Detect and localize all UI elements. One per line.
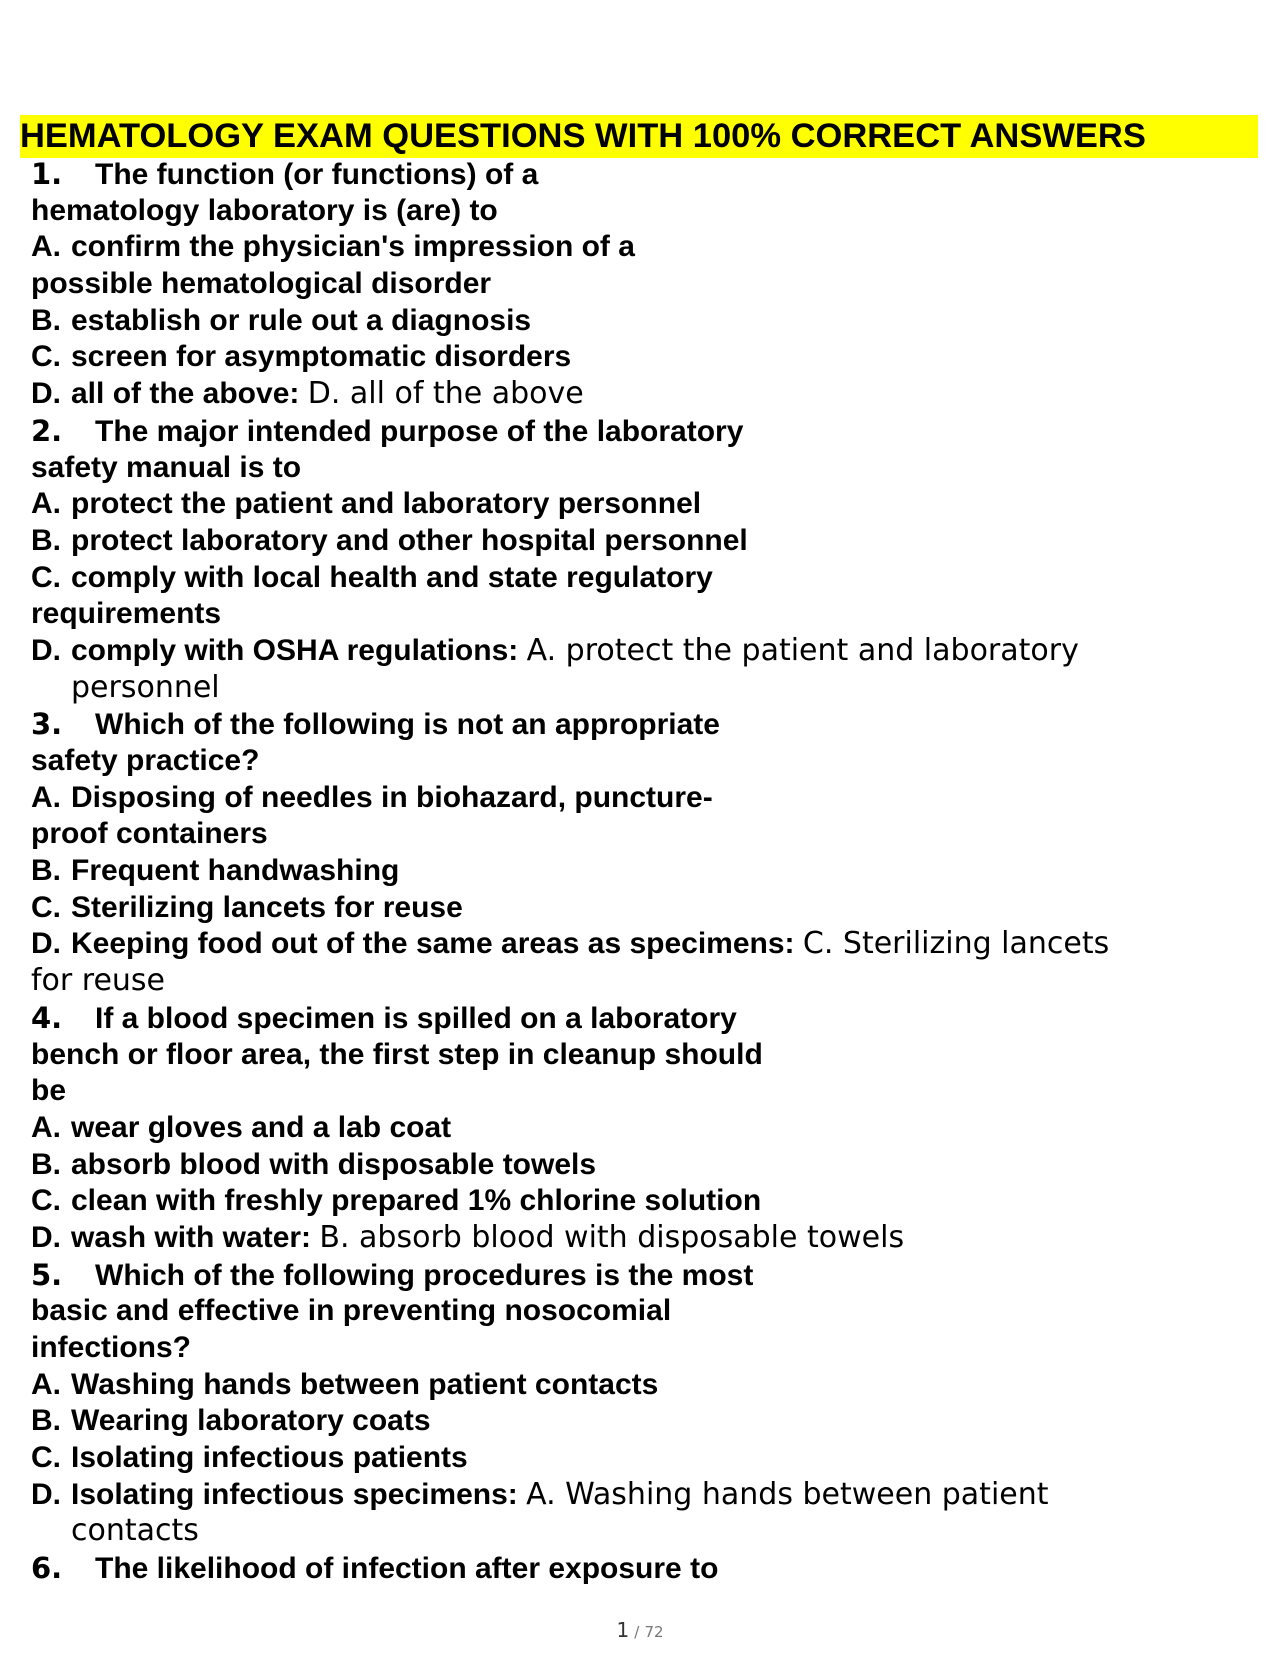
answer-option: A. Disposing of needles in biohazard, puncture-	[31, 780, 1251, 817]
question-list	[31, 156, 1251, 1587]
question-stem: hematology laboratory is (are) to	[31, 193, 498, 227]
answer-option: C. comply with local health and state regulatory	[31, 560, 1251, 597]
answer-option-wrap: possible hematological disorder	[31, 267, 492, 301]
page-separator: /	[634, 1623, 640, 1641]
answer-option: B. establish or rule out a diagnosis	[31, 303, 1251, 340]
question-stem: 3. Which of the following is not an appropriate	[31, 707, 720, 742]
question-stem: 1. The function (or functions) of a	[31, 157, 539, 191]
option-letter: D.	[31, 927, 61, 961]
question-stem: safety practice?	[31, 744, 260, 777]
option-letter: A.	[31, 1110, 61, 1144]
question-number: 5.	[31, 1257, 63, 1292]
answer-option: B. absorb blood with disposable towels	[31, 1147, 1251, 1184]
correct-answer-wrap: for reuse	[31, 963, 166, 999]
option-letter: B.	[31, 303, 61, 337]
answer-option: D. wash with water: B. absorb blood with disposable towels	[31, 1219, 905, 1255]
answer-option: A. confirm the physician's impression of a	[31, 229, 1251, 266]
correct-answer-wrap: personnel	[71, 669, 220, 705]
correct-answer-wrap: contacts	[71, 1513, 199, 1549]
option-letter: B.	[31, 523, 61, 557]
question-stem: basic and effective in preventing nosocomial	[31, 1294, 672, 1328]
answer-option: A. wear gloves and a lab coat	[31, 1110, 1251, 1147]
option-letter: B.	[31, 1404, 61, 1438]
option-letter: D.	[31, 1220, 61, 1254]
answer-option: D. comply with OSHA regulations: A. protect the patient and laboratory	[31, 632, 1079, 668]
option-letter: A.	[31, 780, 61, 814]
option-letter: C.	[31, 340, 61, 374]
answer-option: C. screen for asymptomatic disorders	[31, 339, 1251, 376]
option-letter: B.	[31, 1147, 61, 1181]
option-letter: C.	[31, 1184, 61, 1218]
question-stem: be	[31, 1074, 67, 1108]
correct-answer: B. absorb blood with disposable towels	[319, 1219, 905, 1255]
answer-option: C. Sterilizing lancets for reuse	[31, 890, 1251, 927]
option-letter: B.	[31, 854, 61, 888]
answer-option: A. protect the patient and laboratory personnel	[31, 486, 1251, 523]
option-letter: D.	[31, 633, 61, 667]
question-stem: safety manual is to	[31, 450, 302, 484]
question-stem: 2. The major intended purpose of the laboratory	[31, 413, 744, 448]
correct-answer: C. Sterilizing lancets	[802, 926, 1110, 962]
page-title: HEMATOLOGY EXAM QUESTIONS WITH 100% CORRECT ANSWERS	[20, 115, 1258, 158]
answer-option: D. Keeping food out of the same areas as specimens: C. Sterilizing lancets	[31, 926, 1110, 962]
option-letter: A.	[31, 1367, 61, 1401]
question-stem: 4. If a blood specimen is spilled on a laboratory	[31, 1000, 737, 1035]
question-stem: bench or floor area, the first step in cleanup should	[31, 1037, 763, 1071]
answer-option-wrap: proof containers	[31, 817, 268, 851]
question-stem: infections?	[31, 1331, 192, 1364]
correct-answer: D. all of the above	[307, 376, 584, 412]
question-number: 3.	[31, 707, 63, 742]
answer-option: D. Isolating infectious specimens: A. Washing hands between patient	[31, 1476, 1049, 1512]
answer-option: D. all of the above: D. all of the above	[31, 376, 584, 412]
total-pages: 72	[644, 1623, 664, 1641]
current-page-number: 1	[616, 1618, 630, 1642]
question-stem: 5. Which of the following procedures is the most	[31, 1257, 754, 1292]
option-letter: C.	[31, 1441, 61, 1475]
option-letter: C.	[31, 890, 61, 924]
answer-option: C. Isolating infectious patients	[31, 1440, 1251, 1477]
page-indicator	[0, 1618, 1280, 1644]
answer-option: C. clean with freshly prepared 1% chlorine solution	[31, 1183, 1251, 1220]
option-letter: A.	[31, 487, 61, 521]
option-letter: C.	[31, 560, 61, 594]
answer-option: B. protect laboratory and other hospital personnel	[31, 523, 1251, 560]
answer-option: A. Washing hands between patient contacts	[31, 1367, 1251, 1404]
answer-option: B. Wearing laboratory coats	[31, 1403, 1251, 1440]
question-number: 4.	[31, 1000, 63, 1035]
option-letter: D.	[31, 377, 61, 411]
question-number: 2.	[31, 413, 63, 448]
correct-answer: A. Washing hands between patient	[526, 1476, 1049, 1512]
question-stem: 6. The likelihood of infection after exposure to	[31, 1551, 719, 1586]
question-number: 1.	[31, 157, 63, 191]
answer-option-wrap: requirements	[31, 597, 222, 631]
option-letter: A.	[31, 230, 61, 264]
answer-option: B. Frequent handwashing	[31, 853, 1251, 890]
question-number: 6.	[31, 1551, 63, 1586]
correct-answer: A. protect the patient and laboratory	[526, 632, 1079, 668]
option-letter: D.	[31, 1477, 61, 1511]
